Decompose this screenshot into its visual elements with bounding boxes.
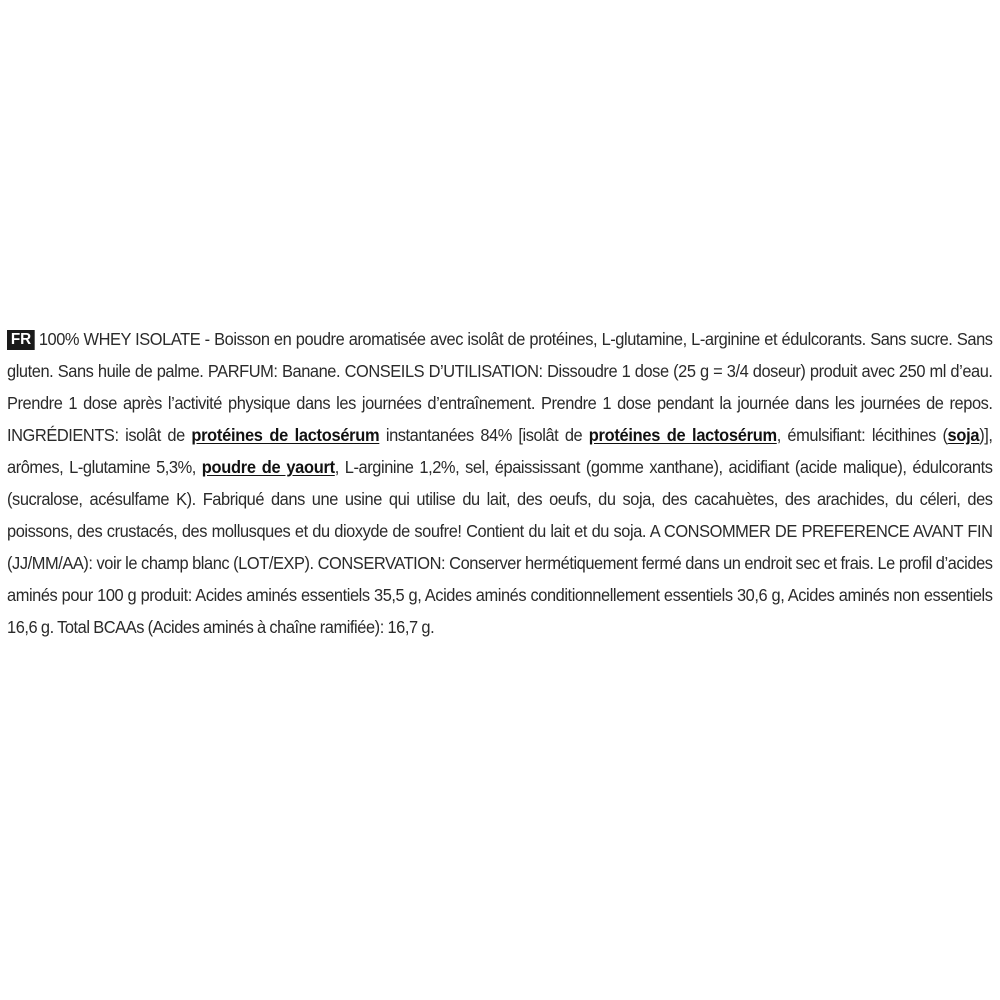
allergen-whey-protein: protéines de lactosérum <box>191 425 380 445</box>
label-text-segment: , émulsifiant: lécithines ( <box>776 425 948 445</box>
product-label-text <box>7 323 993 643</box>
allergen-yogurt-powder: poudre de yaourt <box>201 457 335 477</box>
label-text-segment: instantanées 84% [isolât de <box>379 425 589 445</box>
allergen-whey-protein: protéines de lactosérum <box>588 425 777 445</box>
label-text-segment: , L-arginine 1,2%, sel, épaississant (gomme xanthane), acidifiant (acide malique), édulcorants (sucralose, acésulfame K). Fabriqué dans une usine qui utilise du lait, des oeufs, du soja, des cacahuètes, des arachides, du céleri, des poissons, des crustacés, des mollusques et du dioxyde de soufre! Contient du lait et du soja. A CONSOMMER DE PREFERENCE AVANT FIN (JJ/MM/AA): voir le champ blanc (LOT/EXP). CONSERVATION: Conserver hermétiquement fermé dans un endroit sec et frais. Le profil d’acides aminés pour 100 g produit: Acides aminés essentiels 35,5 g, Acides aminés conditionnellement essentiels 30,6 g, Acides aminés non essentiels 16,6 g. Total BCAAs (Acides aminés à chaîne ramifiée): 16,7 g. <box>7 457 993 637</box>
label-text-segment: 100% WHEY ISOLATE - Boisson en poudre aromatisée avec isolât de protéines, L-glutamine, L-arginine et édulcorants. Sans sucre. Sans gluten. Sans huile de palme. PARFUM: Banane. CONSEILS D’UTILISATION: Dissoudre 1 dose (25 g = 3/4 doseur) produit avec 250 ml d’eau. Prendre 1 dose après l’activité physique dans les journées d’entraînement. Prendre 1 dose pendant la journée dans les journées de repos. INGRÉDIENTS: isolât de <box>7 329 993 445</box>
language-badge-fr: FR <box>7 330 35 350</box>
label-text-segment: )], arômes, L-glutamine 5,3%, <box>7 425 993 477</box>
allergen-soy: soja <box>947 425 980 445</box>
